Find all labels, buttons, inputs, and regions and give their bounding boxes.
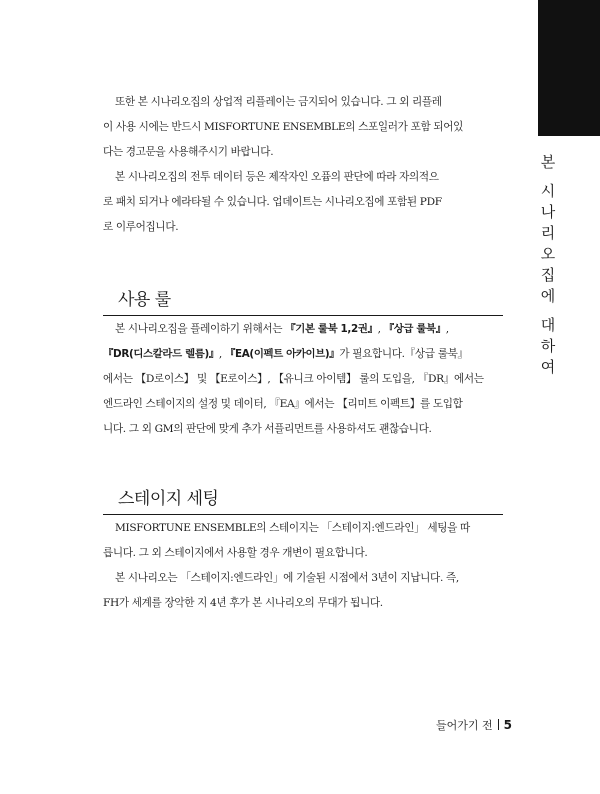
- side-char: 시: [540, 182, 556, 200]
- side-char: 오: [540, 245, 556, 263]
- page-footer: [436, 717, 512, 733]
- section-divider: [103, 315, 503, 316]
- footer-chapter-title: 들어가기 전: [436, 719, 493, 732]
- text-line: [103, 342, 503, 367]
- text-segment: ,: [445, 323, 449, 335]
- text-line: 엔드라인 스테이지의 설정 및 데이터, 『EA』에서는 【리미트 이펙트】를 도입합: [103, 398, 463, 410]
- chapter-tab-marker: [538, 0, 600, 136]
- rules-section-heading: 사용 룰: [118, 290, 171, 310]
- text-line: 본 시나리오집의 전투 데이터 등은 제작자인 오퓸의 판단에 따라 자의적으: [115, 171, 439, 183]
- text-line: 본 시나리오는 「스테이지:엔드라인」에 기술된 시점에서 3년이 지납니다. 즉,: [115, 572, 459, 584]
- text-line: 다는 경고문을 사용해주시기 바랍니다.: [103, 146, 274, 158]
- side-char: 본: [540, 153, 556, 171]
- text-line: 로 패치 되거나 에라타될 수 있습니다. 업데이트는 시나리오집에 포함된 PDF: [103, 196, 442, 208]
- stage-paragraph: [103, 516, 503, 616]
- text-segment: 가 필요합니다.『상급 룰북』: [339, 348, 468, 360]
- side-char: 나: [540, 203, 556, 221]
- book-title-advanced: 『상급 룰북』: [383, 323, 446, 335]
- page-number: 5: [503, 718, 512, 732]
- text-line: 이 사용 시에는 반드시 MISFORTUNE ENSEMBLE의 스포일러가 포함 되어있: [103, 121, 464, 133]
- text-line: 니다. 그 외 GM의 판단에 맞게 추가 서플리먼트를 사용하셔도 괜찮습니다.: [103, 423, 432, 435]
- book-title-ea: 『EA(이펙트 아카이브)』: [224, 348, 340, 360]
- text-line: MISFORTUNE ENSEMBLE의 스테이지는 「스테이지:엔드라인」 세팅을 따: [115, 522, 470, 534]
- book-title-dr: 『DR(디스칼라드 렐름)』: [103, 348, 219, 360]
- text-line: FH가 세계를 장악한 지 4년 후가 본 시나리오의 무대가 됩니다.: [103, 597, 383, 609]
- side-char: 대: [540, 316, 556, 334]
- book-title-basic: 『기본 룰북 1,2권』: [285, 323, 378, 335]
- side-char: 여: [540, 358, 556, 376]
- side-chapter-title: [531, 152, 565, 378]
- side-char: 에: [540, 287, 556, 305]
- text-segment: ,: [218, 348, 225, 360]
- text-line: 에서는 【D로이스】 및 【E로이스】, 【유니크 아이템】 룰의 도입을, 『DR』에서는: [103, 373, 484, 385]
- footer-separator: [498, 719, 499, 730]
- section-divider: [103, 514, 503, 515]
- text-line: [103, 317, 503, 342]
- rules-paragraph: [103, 317, 503, 442]
- text-segment: 본 시나리오집을 플레이하기 위해서는: [115, 323, 286, 335]
- intro-paragraph: [103, 90, 503, 240]
- stage-section-heading: 스테이지 세팅: [118, 489, 219, 509]
- text-line: 릅니다. 그 외 스테이지에서 사용할 경우 개변이 필요합니다.: [103, 547, 368, 559]
- side-char: 리: [540, 224, 556, 242]
- text-line: 또한 본 시나리오집의 상업적 리플레이는 금지되어 있습니다. 그 외 리플레: [115, 96, 442, 108]
- side-char: 하: [540, 337, 556, 355]
- text-line: 로 이루어집니다.: [103, 221, 179, 233]
- text-segment: ,: [377, 323, 384, 335]
- side-char: 집: [540, 266, 556, 284]
